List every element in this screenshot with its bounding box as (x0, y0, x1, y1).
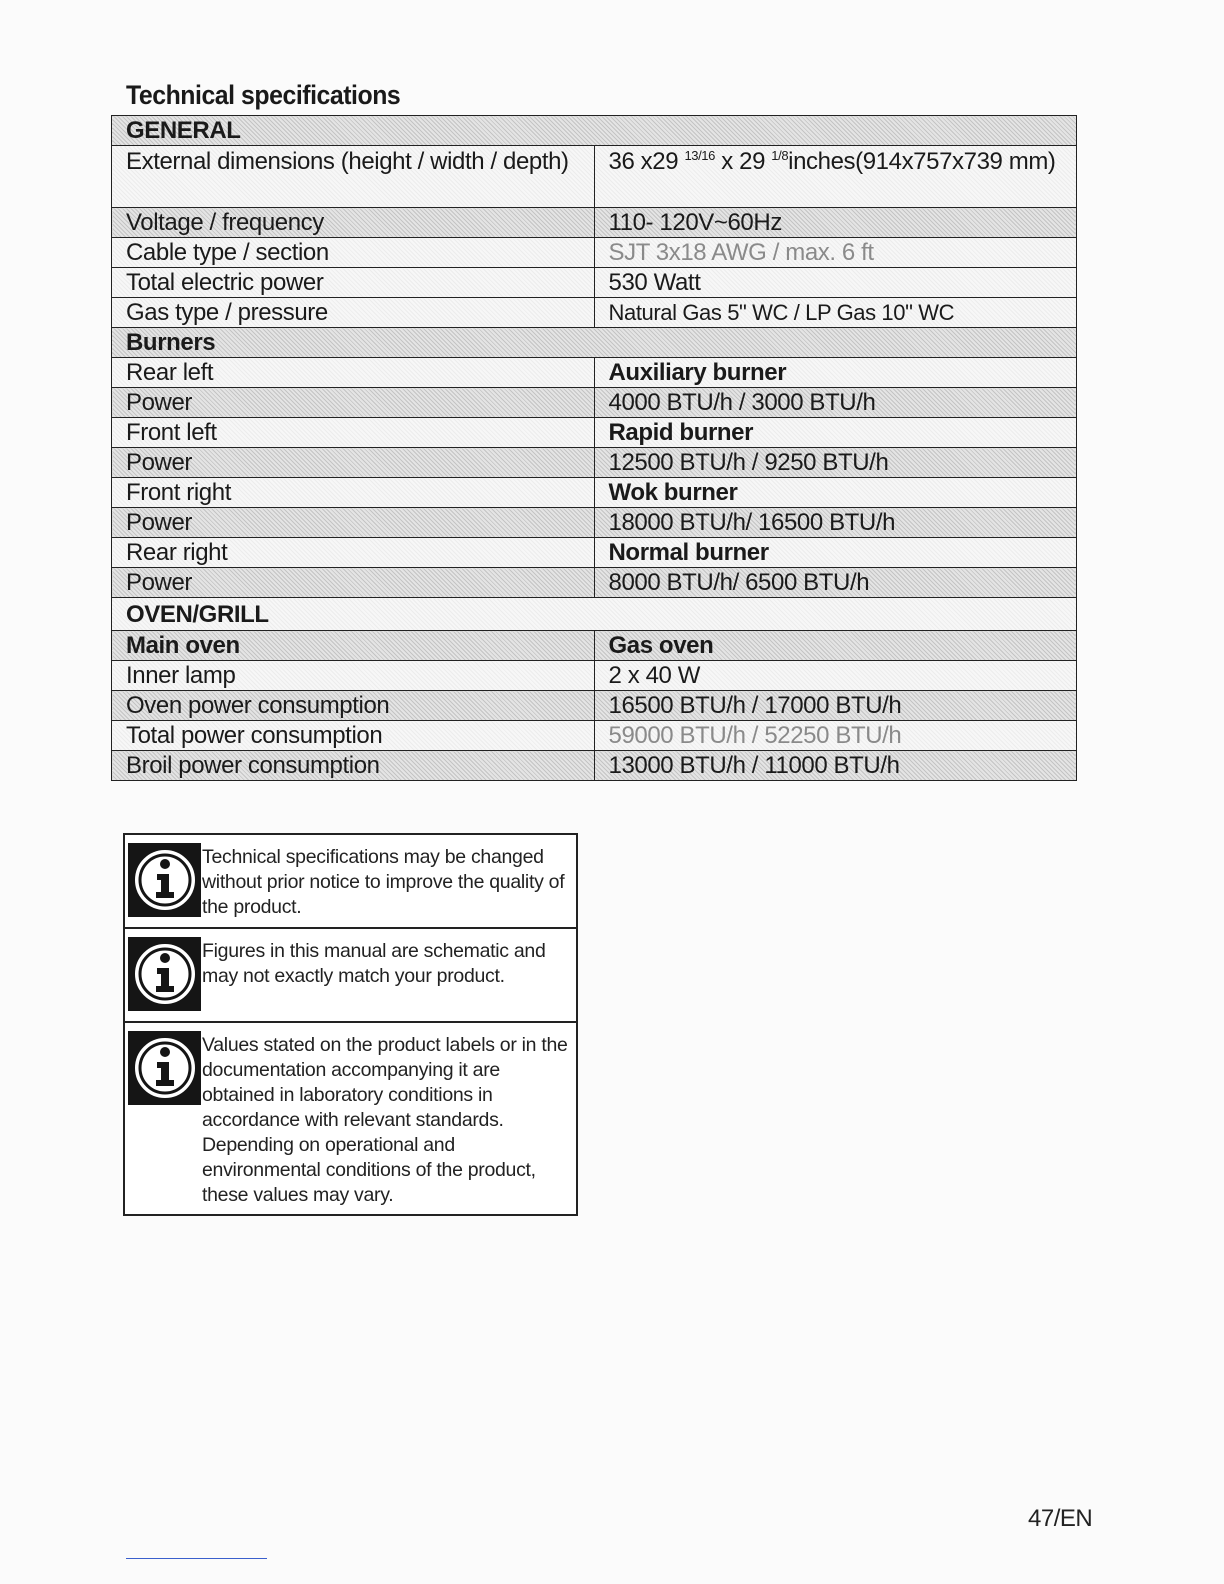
spec-value: 530 Watt (594, 268, 1077, 298)
table-row (112, 538, 1077, 568)
spec-label: Front left (112, 418, 595, 448)
spec-label: Rear right (112, 538, 595, 568)
spec-value: 110- 120V~60Hz (594, 208, 1077, 238)
section-general (112, 116, 1077, 146)
spec-label: Broil power consumption (112, 751, 595, 781)
table-row (112, 238, 1077, 268)
spec-label: Power (112, 388, 595, 418)
table-row (112, 508, 1077, 538)
table-row (112, 448, 1077, 478)
table-row (112, 751, 1077, 781)
section-heading: OVEN/GRILL (112, 598, 1077, 631)
spec-value: 59000 BTU/h / 52250 BTU/h (594, 721, 1077, 751)
spec-label: Cable type / section (112, 238, 595, 268)
spec-label: Main oven (112, 631, 595, 661)
info-icon (128, 843, 201, 917)
info-icon (128, 1031, 201, 1105)
section-burners (112, 328, 1077, 358)
table-row (112, 418, 1077, 448)
spec-value: Gas oven (594, 631, 1077, 661)
spec-label: Front right (112, 478, 595, 508)
table-row (112, 146, 1077, 208)
spec-label: Gas type / pressure (112, 298, 595, 328)
section-heading: Burners (112, 328, 1077, 358)
table-row (112, 661, 1077, 691)
spec-value: 13000 BTU/h / 11000 BTU/h (594, 751, 1077, 781)
table-row (112, 721, 1077, 751)
spec-value: 18000 BTU/h/ 16500 BTU/h (594, 508, 1077, 538)
table-row (112, 568, 1077, 598)
note-text: Figures in this manual are schematic and may not exactly match your product. (202, 940, 546, 987)
note-item (125, 835, 576, 929)
table-row (112, 631, 1077, 661)
spec-value: 16500 BTU/h / 17000 BTU/h (594, 691, 1077, 721)
notes-box (123, 833, 578, 1216)
spec-label: External dimensions (height / width / depth) (112, 146, 595, 208)
note-item (125, 929, 576, 1023)
spec-value: Auxiliary burner (594, 358, 1077, 388)
spec-value: SJT 3x18 AWG / max. 6 ft (594, 238, 1077, 268)
table-row (112, 478, 1077, 508)
section-heading: GENERAL (112, 116, 1077, 146)
table-row (112, 388, 1077, 418)
section-oven-grill (112, 598, 1077, 631)
spec-label: Total electric power (112, 268, 595, 298)
spec-label: Total power consumption (112, 721, 595, 751)
table-row (112, 298, 1077, 328)
spec-label: Oven power consumption (112, 691, 595, 721)
spec-value: Normal burner (594, 538, 1077, 568)
spec-value: Natural Gas 5" WC / LP Gas 10" WC (594, 298, 1077, 328)
spec-label: Power (112, 568, 595, 598)
spec-label: Rear left (112, 358, 595, 388)
table-row (112, 268, 1077, 298)
page-title: Technical specifications (126, 80, 401, 110)
spec-label: Power (112, 508, 595, 538)
spec-value: Rapid burner (594, 418, 1077, 448)
spec-value: 36 x29 $^{13/16}$ x 29 $^{1/8}$inches(914x757x739 mm) (594, 146, 1077, 208)
spec-label: Voltage / frequency (112, 208, 595, 238)
note-text: Values stated on the product labels or in the documentation accompanying it are obtained in laboratory conditions in accordance with relevant standards. Depending on operational and environmental conditions of the product, these values may vary. (202, 1034, 568, 1206)
footer-divider (126, 1558, 267, 1559)
spec-label: Inner lamp (112, 661, 595, 691)
note-item (125, 1023, 576, 1214)
note-text: Technical specifications may be changed without prior notice to improve the quality of the product. (202, 846, 565, 918)
spec-value: 12500 BTU/h / 9250 BTU/h (594, 448, 1077, 478)
spec-value: 2 x 40 W (594, 661, 1077, 691)
spec-label: Power (112, 448, 595, 478)
table-row (112, 358, 1077, 388)
spec-value: Wok burner (594, 478, 1077, 508)
page-number: 47/EN (1028, 1505, 1093, 1532)
table-row (112, 691, 1077, 721)
spec-value: 4000 BTU/h / 3000 BTU/h (594, 388, 1077, 418)
info-icon (128, 937, 201, 1011)
spec-table (111, 115, 1077, 781)
table-row (112, 208, 1077, 238)
spec-value: 8000 BTU/h/ 6500 BTU/h (594, 568, 1077, 598)
